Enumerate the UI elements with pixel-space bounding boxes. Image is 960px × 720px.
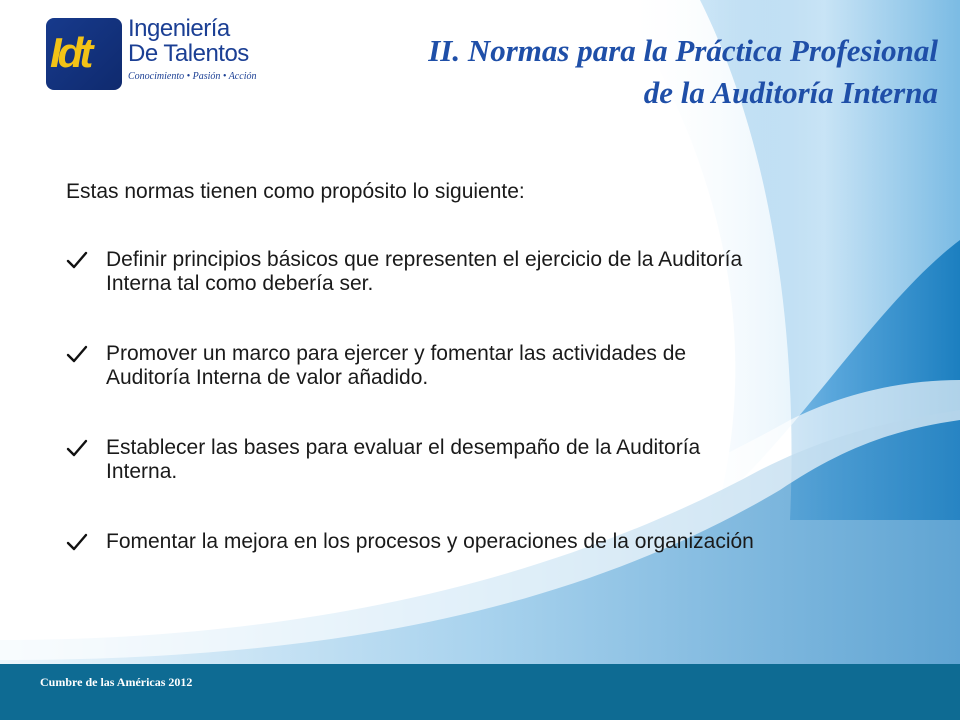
company-logo — [46, 14, 260, 94]
logo-mark — [46, 18, 122, 90]
bullet-item — [66, 342, 896, 390]
logo-name-line1: Ingeniería — [128, 15, 230, 42]
logo-name-line2: De Talentos — [128, 40, 249, 67]
bullet-text-line2: Interna. — [106, 460, 178, 483]
title-line-2: de la Auditoría Interna — [643, 75, 938, 110]
slide-title — [298, 30, 938, 114]
bullet-item — [66, 530, 896, 554]
bullet-text-line2: Interna tal como debería ser. — [106, 272, 374, 295]
bullet-text-line2: Auditoría Interna de valor añadido. — [106, 366, 429, 389]
checkmark-icon — [66, 344, 88, 364]
logo-tagline: Conocimiento • Pasión • Acción — [128, 71, 257, 82]
bullet-list — [66, 248, 896, 554]
footer-bar — [0, 664, 960, 720]
footer-text: Cumbre de las Américas 2012 — [40, 675, 193, 689]
bullet-text-line1: Definir principios básicos que representen el ejercicio de la Auditoría — [106, 248, 743, 271]
intro-text: Estas normas tienen como propósito lo siguiente: — [66, 180, 525, 203]
title-line-1: II. Normas para la Práctica Profesional — [428, 33, 938, 68]
bullet-text-line1: Establecer las bases para evaluar el desempaño de la Auditoría — [106, 436, 701, 459]
logo-mark-text: Idt — [50, 29, 90, 76]
checkmark-icon — [66, 532, 88, 552]
logo-name — [128, 16, 268, 66]
checkmark-icon — [66, 438, 88, 458]
bullet-text-line1: Promover un marco para ejercer y fomentar las actividades de — [106, 342, 687, 365]
bullet-text-line1: Fomentar la mejora en los procesos y operaciones de la organización — [106, 530, 754, 553]
bullet-item — [66, 248, 896, 296]
checkmark-icon — [66, 250, 88, 270]
bullet-item — [66, 436, 896, 484]
